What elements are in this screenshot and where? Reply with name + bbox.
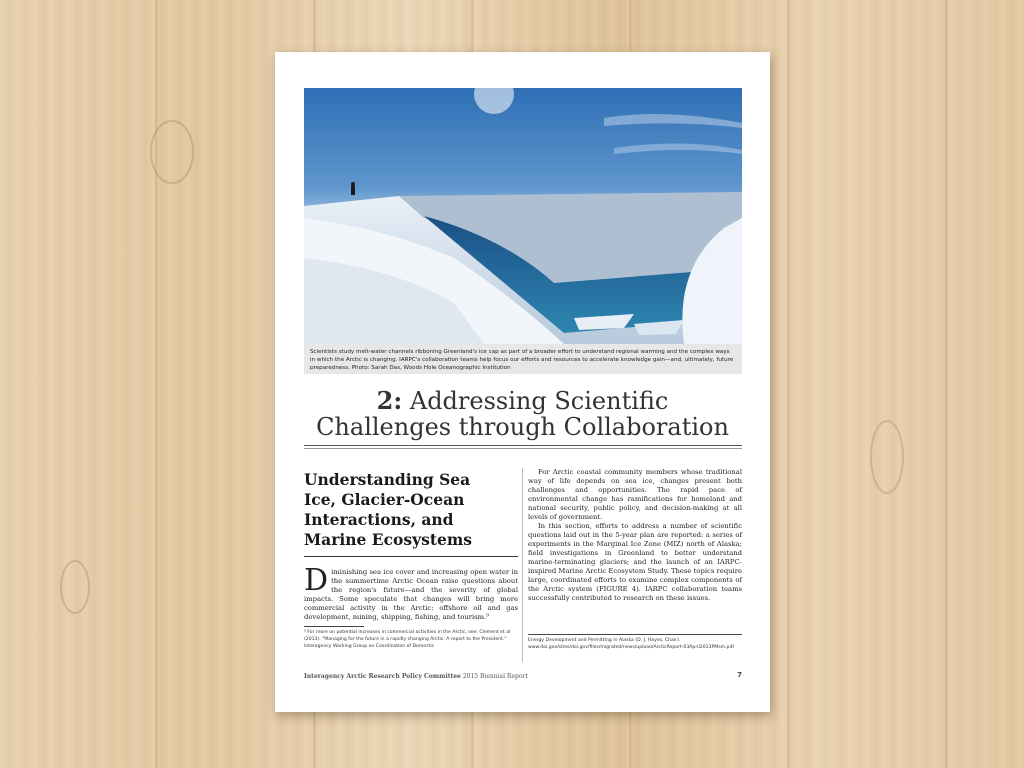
chapter-title (275, 388, 770, 440)
page-number: 7 (737, 671, 742, 679)
chapter-title-line2: Challenges through Collaboration (316, 413, 729, 441)
right-paragraph-2: In this section, efforts to address a number of scientific questions laid out in the 5-year plan are reported: a series of experiments in the Marginal Ice Zone (MIZ) north of Alaska; field investigations in Greenland to better understand marine-terminating glaciers; and the launch of an IARPC-inspired Marine Arctic Ecosystem Study. These topics require large, coordinated efforts to examine complex components of the Arctic system (FIGURE 4). IARPC collaboration teams successfully contributed to research on these issues. (528, 522, 742, 602)
footnote-left: ⁹ For more on potential increases in commercial activities in the Arctic, see: Clement et al (2013). "Managing for the future in a rapidly changing Arctic: A report to the President." Interagency Working Group on Coordination of Domestic (304, 630, 511, 649)
document-page (275, 52, 770, 712)
section-heading-rule (304, 556, 518, 557)
left-column-text: iminishing sea ice cover and increasing open water in the summertime Arctic Ocean raise questions about the region's future—and the severity of global impacts. Some speculate that changes will bring more commercial activity in the Arctic: offshore oil and gas development, mining, shipping, fishing, and tourism.⁹ (304, 568, 518, 621)
section-heading: Understanding Sea Ice, Glacier-Ocean Interactions, and Marine Ecosystems (304, 470, 472, 549)
chapter-number: 2: (376, 386, 403, 415)
footnote-right: Energy Development and Permitting in Alaska (D. J. Hayes, Chair). www.doi.gov/sites/doi.gov/files/migrated/news/upload/ArcticReport-03April2013PMsm.pdf (528, 638, 734, 650)
chapter-title-text1: Addressing Scientific (409, 387, 669, 415)
footer-organization: Interagency Arctic Research Policy Committee (304, 673, 461, 680)
glacier-photo (304, 88, 742, 344)
wood-knot (870, 420, 904, 494)
chapter-title-line1 (275, 388, 770, 414)
drop-cap: D (304, 563, 329, 598)
page-footer (304, 673, 604, 681)
wood-knot (60, 560, 90, 614)
right-column-body (528, 468, 742, 603)
column-divider (522, 468, 523, 662)
footer-report: 2015 Biennial Report (462, 673, 528, 680)
photo-caption: Scientists study melt-water channels ribboning Greenland's ice cap as part of a broader effort to understand regional warming and the complex ways in which the Arctic is changing. IARPC's collaboration teams help focus our efforts and resources to accelerate knowledge gain—and, ultimately, future preparedness. Photo: Sarah Das, Woods Hole Oceanographic Institution (304, 344, 742, 374)
right-paragraph-1: For Arctic coastal community members whose traditional way of life depends on sea ice, changes present both challenges and opportunities. The rapid pace of environmental change has ramifications for homeland and national security, public policy, and decision-making at all levels of government. (528, 468, 742, 521)
wood-knot (150, 120, 194, 184)
footnote-rule (304, 626, 364, 627)
footnote-rule-right (528, 634, 742, 635)
glacier-photo-illustration (304, 88, 742, 344)
title-rule-secondary (304, 448, 742, 449)
left-column-body (304, 563, 518, 622)
title-rule (304, 445, 742, 446)
